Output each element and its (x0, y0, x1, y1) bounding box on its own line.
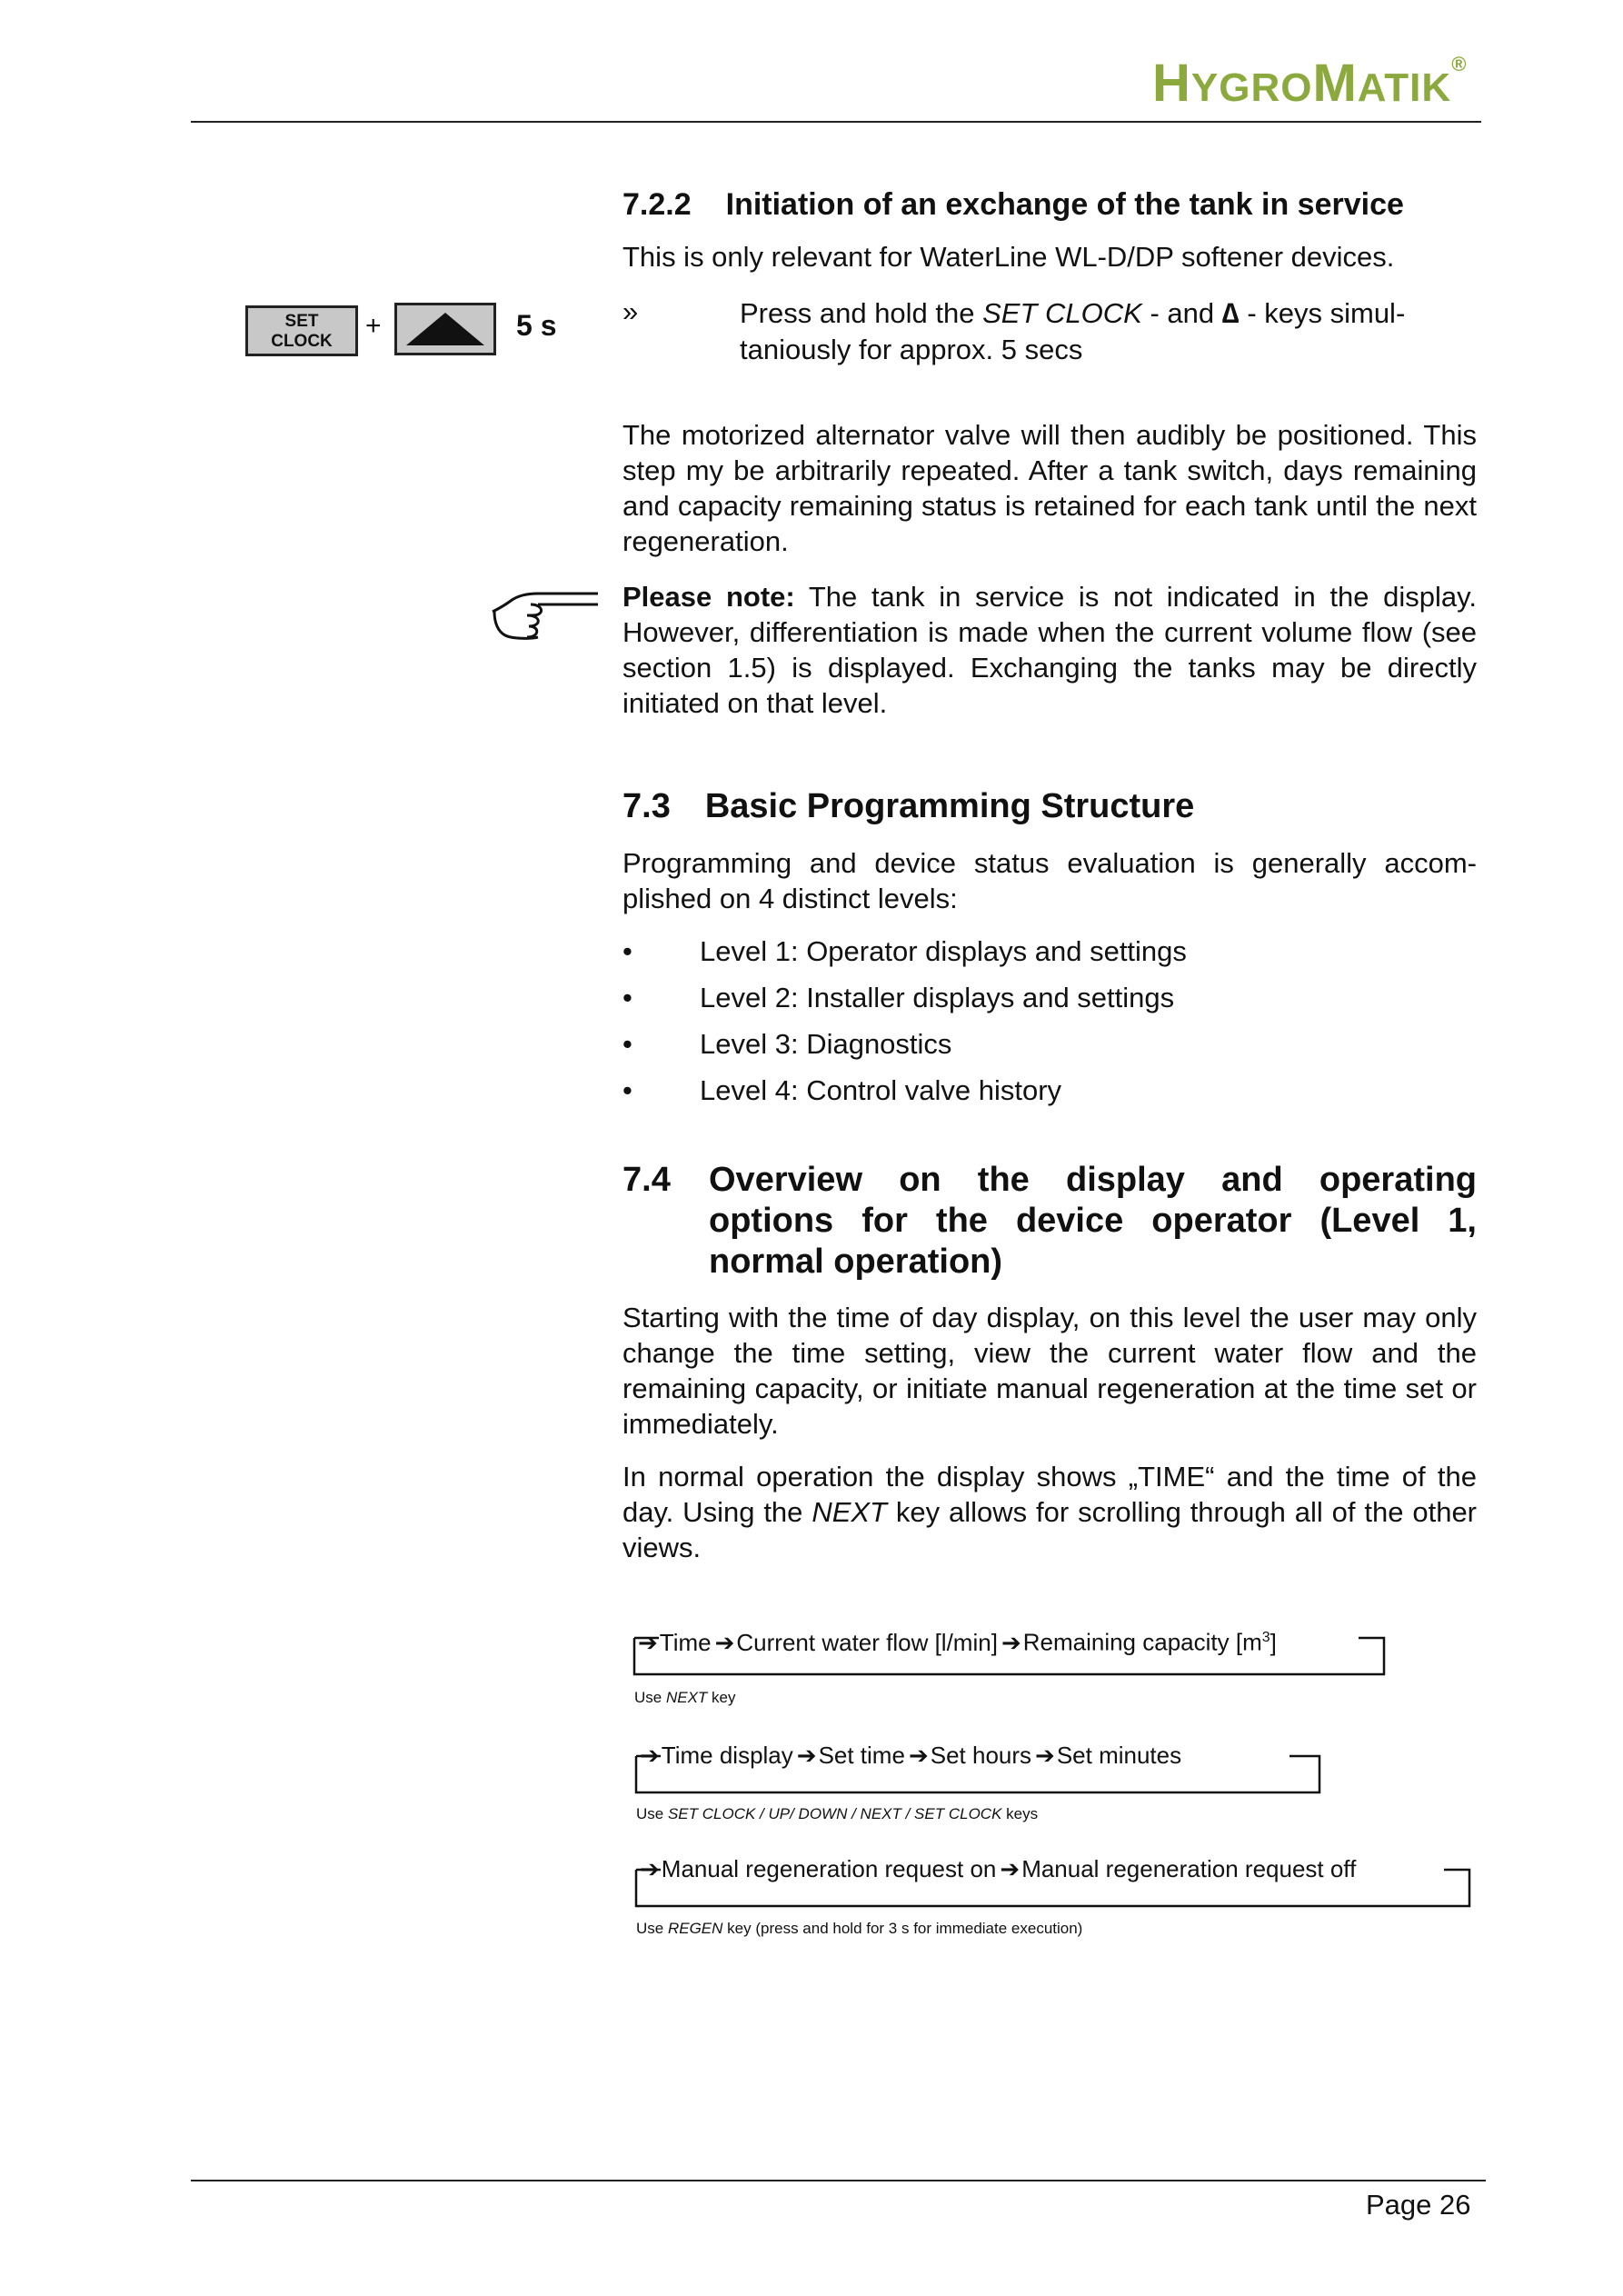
section-7-4-paragraph-2: In normal operation the display shows „TIME“ and the time of the day. Using the NEXT key allows for scrolling through all of the other views. (622, 1461, 1478, 1563)
section-7-2-2-intro: This is only relevant for WaterLine WL-D/DP softener devices. (622, 241, 1395, 273)
list-item: • Level 1: Operator displays and settings (622, 935, 1187, 967)
flow-step: Time (659, 1628, 712, 1656)
flow-step: Time display (661, 1742, 793, 1769)
section-heading-7-3: 7.3 Basic Programming Structure (622, 787, 1195, 825)
flow-2 (638, 1742, 1183, 1769)
section-7-2-2-paragraph: The motorized alternator valve will then audibly be positioned. This step my be arbitrarily repeated. After a tank switch, days remaining and capacity remaining status is retained for each tank until the next regeneration. (622, 419, 1477, 557)
flow-3 (638, 1855, 1358, 1882)
step-marker: » (622, 295, 639, 327)
step-instruction: Press and hold the SET CLOCK - and ∆ - keys simul- taniously for approx. 5 secs (740, 297, 1406, 365)
footer-rule (191, 2180, 1486, 2181)
flow-1-caption: Use NEXT key (634, 1689, 736, 1706)
hygromatik-logo: HYGROMATIK® (1152, 53, 1468, 113)
flow-3-caption: Use REGEN key (press and hold for 3 s for immediate execution) (636, 1920, 1083, 1937)
section-heading-7-4: Overview on the display and operating options for the device operator (Level 1, normal operation) (709, 1161, 1477, 1281)
arrow-right-icon: ➔ (1035, 1742, 1055, 1769)
section-7-4-paragraph-1: Starting with the time of day display, on this level the user may only change the time setting, view the current water flow and the remaining capacity, or initiate manual regeneration at the time set or immediately. (622, 1302, 1477, 1440)
section-heading-7-2-2: 7.2.2 Initiation of an exchange of the tank in service (622, 187, 1404, 222)
flow-step: Manual regeneration request on (661, 1855, 997, 1882)
flow-step: Set minutes (1056, 1742, 1182, 1769)
flow-step: Remaining capacity [m (1022, 1628, 1262, 1656)
flow-1: ➔Time ➔Current water flow [l/min] ➔Remaining capacity $[m^3]$ (638, 1628, 1277, 1656)
flow-step: Manual regeneration request off (1021, 1855, 1357, 1882)
hold-duration: 5 s (516, 309, 557, 342)
list-item: • Level 4: Control valve history (622, 1074, 1062, 1106)
arrow-right-icon: ➔ (1000, 1855, 1021, 1882)
flow-2-caption: Use SET CLOCK / UP/ DOWN / NEXT / SET CLOCK keys (636, 1805, 1039, 1822)
list-item: • Level 3: Diagnostics (622, 1028, 952, 1060)
flow-step: Set hours (930, 1742, 1032, 1769)
pointing-hand-icon (491, 586, 600, 645)
arrow-right-icon: ➔ (714, 1628, 735, 1656)
header-rule (191, 121, 1481, 123)
arrow-right-icon: ➔ (796, 1742, 817, 1769)
please-note-paragraph: Please note: The tank in service is not indicated in the display. However, differentiation is made when the current volume flow (see section 1.5) is displayed. Exchanging the tanks may be directly initiated on that level. (622, 581, 1477, 719)
page-number: Page 26 (1366, 2189, 1471, 2221)
arrow-right-icon: ➔ (640, 1855, 660, 1882)
arrow-right-icon: ➔ (640, 1742, 660, 1769)
arrow-right-icon: ➔ (908, 1742, 929, 1769)
arrow-right-icon: ➔ (1001, 1628, 1021, 1656)
flow-step: Set time (818, 1742, 905, 1769)
list-item: • Level 2: Installer displays and settings (622, 982, 1175, 1013)
flow-step: Current water flow [l/min] (736, 1628, 998, 1656)
set-clock-key-icon: SET CLOCK (245, 305, 358, 356)
plus-sign: + (365, 311, 382, 341)
up-key-icon (394, 303, 496, 355)
arrow-right-icon: ➔ (638, 1628, 658, 1656)
section-7-3-intro: Programming and device status evaluation is generally accom-plished on 4 distinct levels: (622, 847, 1477, 914)
section-number-7-4: 7.4 (622, 1161, 671, 1199)
